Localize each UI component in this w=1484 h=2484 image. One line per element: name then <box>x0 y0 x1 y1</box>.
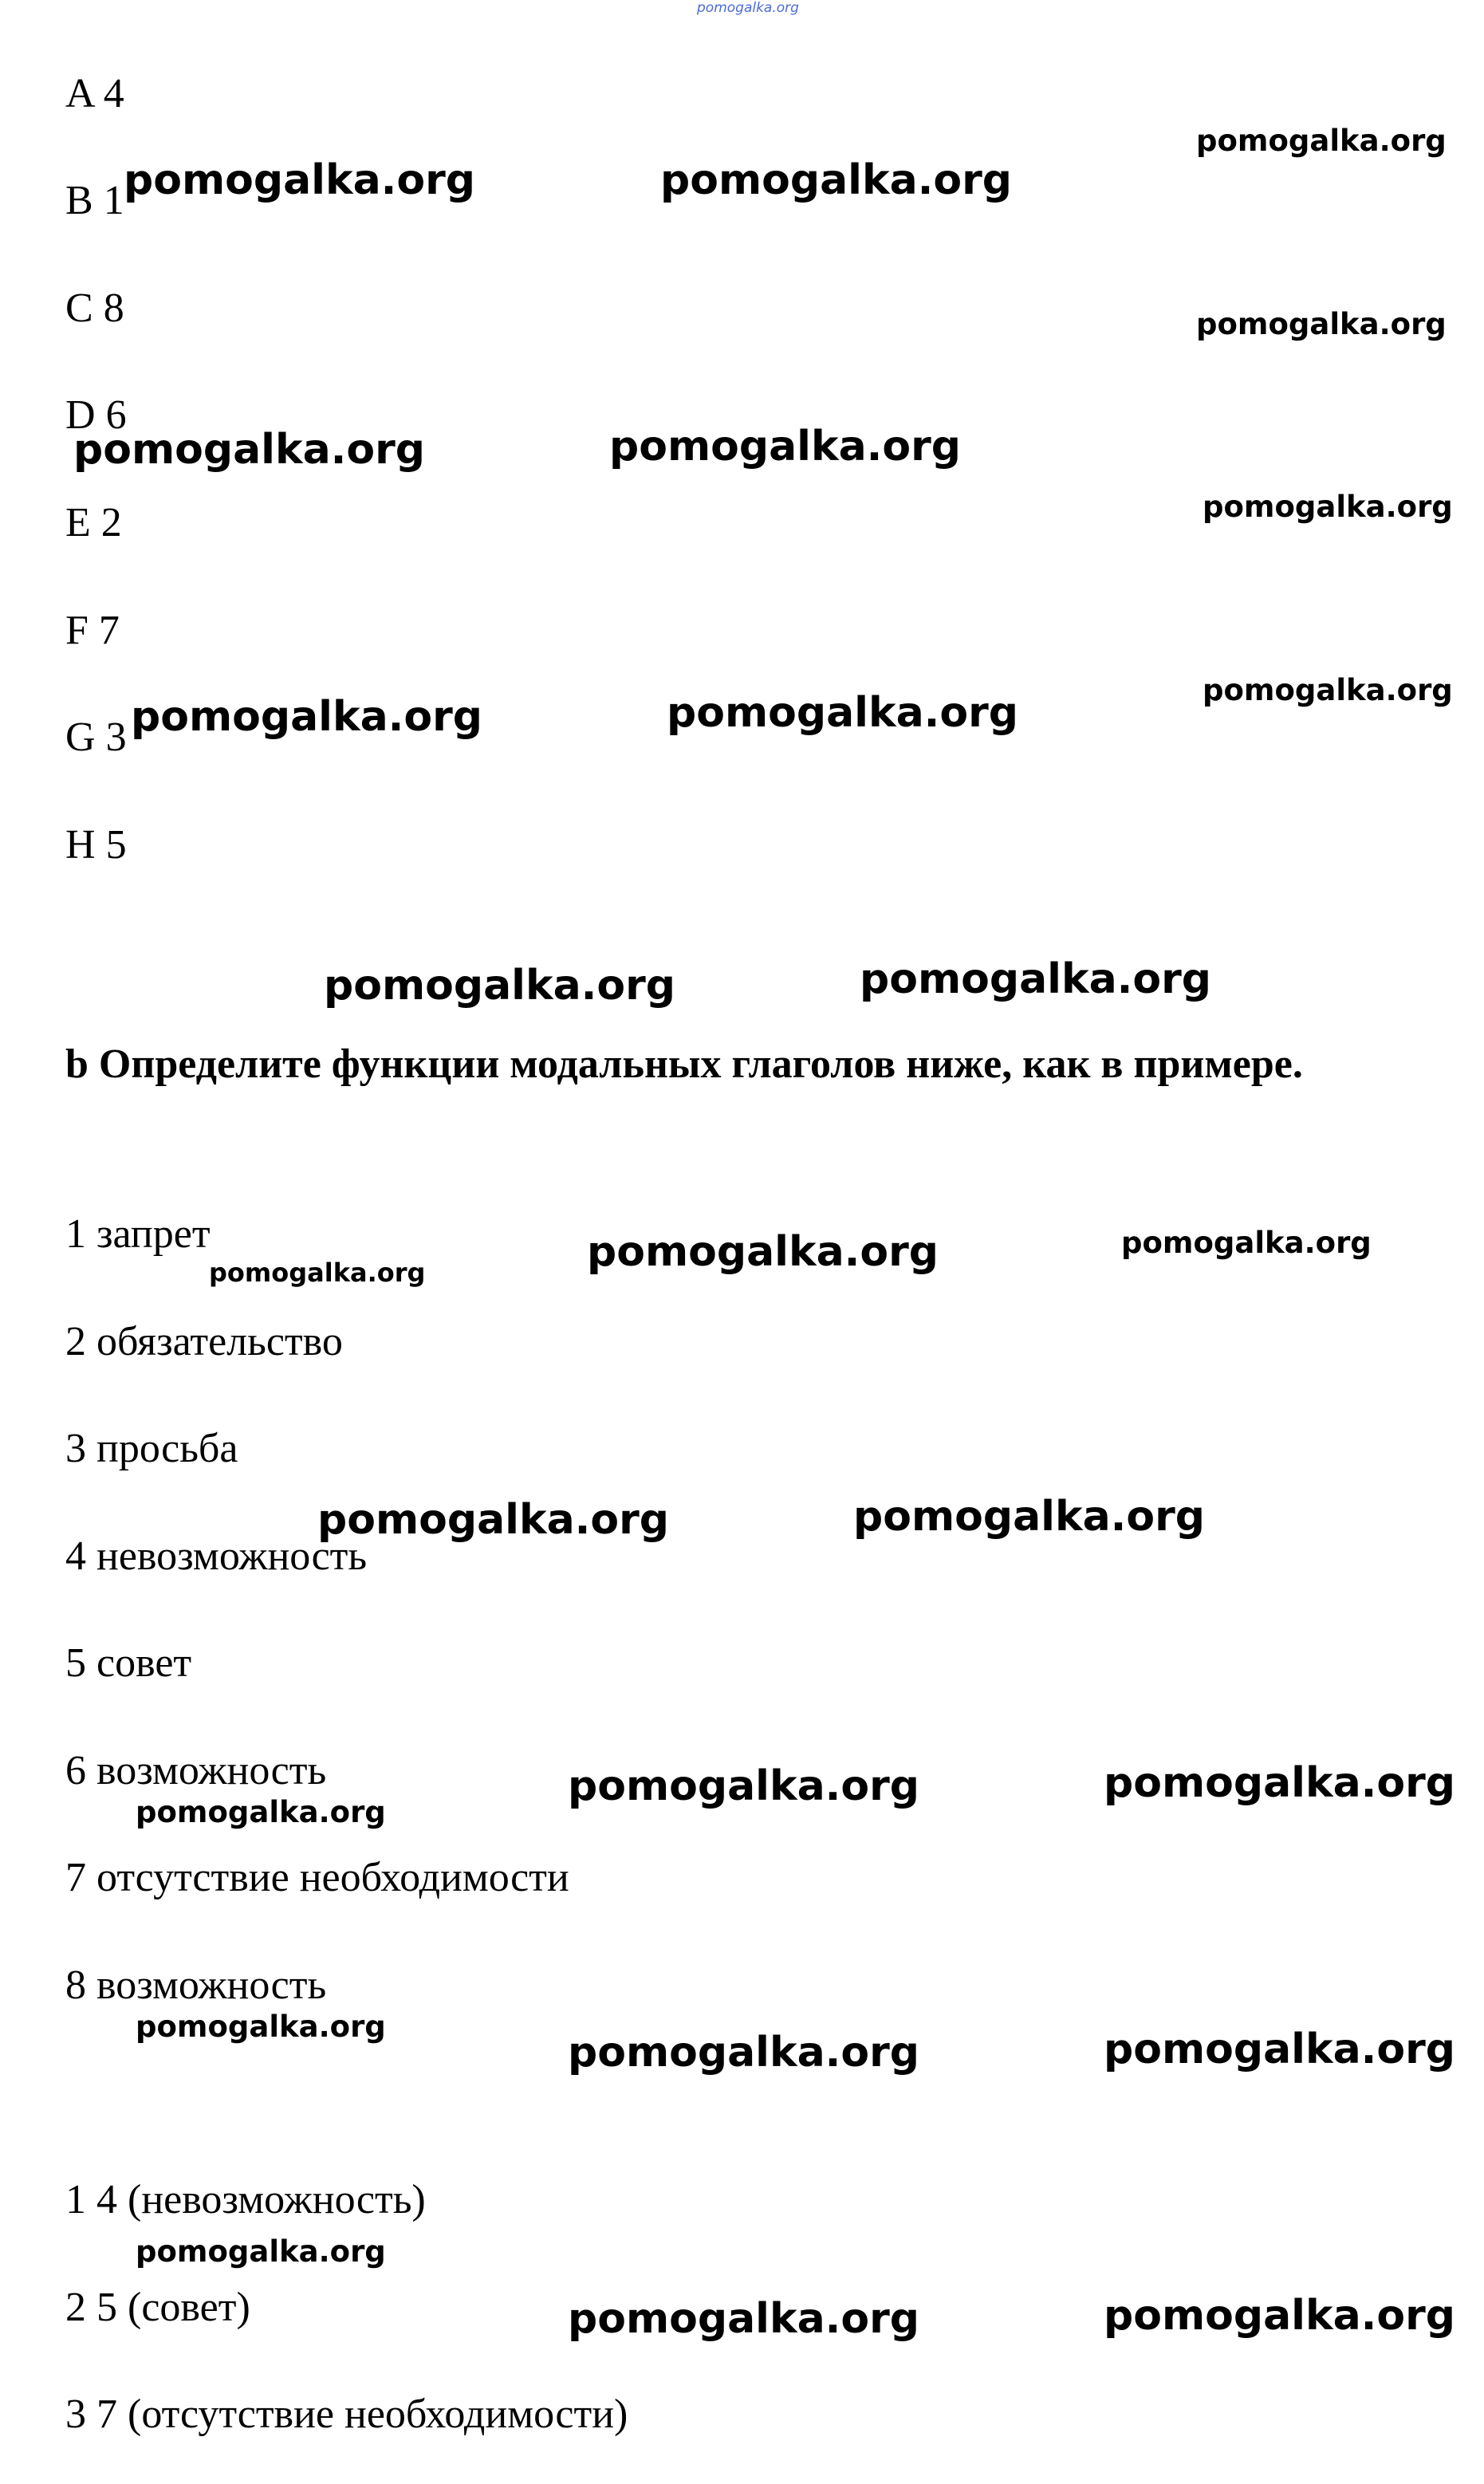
match-letter: A <box>65 71 93 116</box>
match-item-b <box>65 177 124 225</box>
watermark: pomogalka.org <box>853 1493 1206 1541</box>
function-item: 5 совет <box>65 1640 192 1686</box>
match-number: 7 <box>98 608 120 653</box>
function-item: 6 возможность <box>65 1748 327 1793</box>
match-item-f <box>65 607 120 655</box>
watermark: pomogalka.org <box>209 1258 426 1288</box>
watermark: pomogalka.org <box>660 156 1013 204</box>
match-item-c <box>65 285 124 333</box>
match-item-a <box>65 70 124 118</box>
watermark: pomogalka.org <box>1196 307 1447 341</box>
match-letter: E <box>65 500 91 545</box>
match-number: 6 <box>105 392 127 438</box>
watermark: pomogalka.org <box>568 1762 920 1810</box>
match-number: 5 <box>105 822 127 868</box>
watermark: pomogalka.org <box>1203 673 1453 707</box>
watermark: pomogalka.org <box>667 689 1019 737</box>
watermark: pomogalka.org <box>1203 490 1453 524</box>
watermark: pomogalka.org <box>324 962 676 1010</box>
watermark: pomogalka.org <box>1104 1759 1456 1807</box>
answer-item: 3 7 (отсутствие необходимости) <box>65 2391 628 2437</box>
function-item: 3 просьба <box>65 1426 238 1471</box>
watermark: pomogalka.org <box>568 2029 920 2077</box>
watermark: pomogalka.org <box>317 1496 670 1544</box>
function-item: 1 запрет <box>65 1211 211 1257</box>
watermark: pomogalka.org <box>568 2295 920 2343</box>
watermark: pomogalka.org <box>131 693 483 741</box>
match-letter: H <box>65 822 96 868</box>
match-letter: F <box>65 608 89 653</box>
watermark: pomogalka.org <box>860 955 1212 1003</box>
watermark: pomogalka.org <box>136 2010 386 2044</box>
match-number: 2 <box>100 500 122 545</box>
match-letter: G <box>65 714 96 760</box>
match-item-g <box>65 714 127 762</box>
match-letter: C <box>65 285 93 331</box>
function-item: 2 обязательство <box>65 1319 343 1364</box>
task-heading: b Определите функции модальных глаголов ниже, как в примере. <box>65 1041 1303 1087</box>
watermark: pomogalka.org <box>136 1795 386 1829</box>
watermark: pomogalka.org <box>136 2234 386 2269</box>
match-number: 1 <box>103 178 124 223</box>
watermark: pomogalka.org <box>1121 1226 1372 1260</box>
watermark: pomogalka.org <box>587 1228 939 1276</box>
watermark: pomogalka.org <box>124 156 476 204</box>
answer-item: 2 5 (совет) <box>65 2285 250 2330</box>
function-item: 4 невозможность <box>65 1533 368 1579</box>
function-item: 7 отсутствие необходимости <box>65 1855 569 1900</box>
header-watermark: pomogalka.org <box>697 0 799 16</box>
watermark: pomogalka.org <box>1196 124 1447 158</box>
watermark: pomogalka.org <box>1104 2025 1456 2073</box>
answer-item: 1 4 (невозможность) <box>65 2177 426 2222</box>
match-letter: B <box>65 178 93 223</box>
match-letter: D <box>65 392 96 438</box>
watermark: pomogalka.org <box>1104 2292 1456 2340</box>
watermark: pomogalka.org <box>609 423 962 470</box>
match-number: 8 <box>103 285 124 331</box>
match-number: 3 <box>105 714 127 760</box>
watermark: pomogalka.org <box>73 426 426 474</box>
function-item: 8 возможность <box>65 1962 327 2008</box>
match-item-e <box>65 499 122 547</box>
match-item-h <box>65 821 127 869</box>
match-number: 4 <box>103 71 124 116</box>
